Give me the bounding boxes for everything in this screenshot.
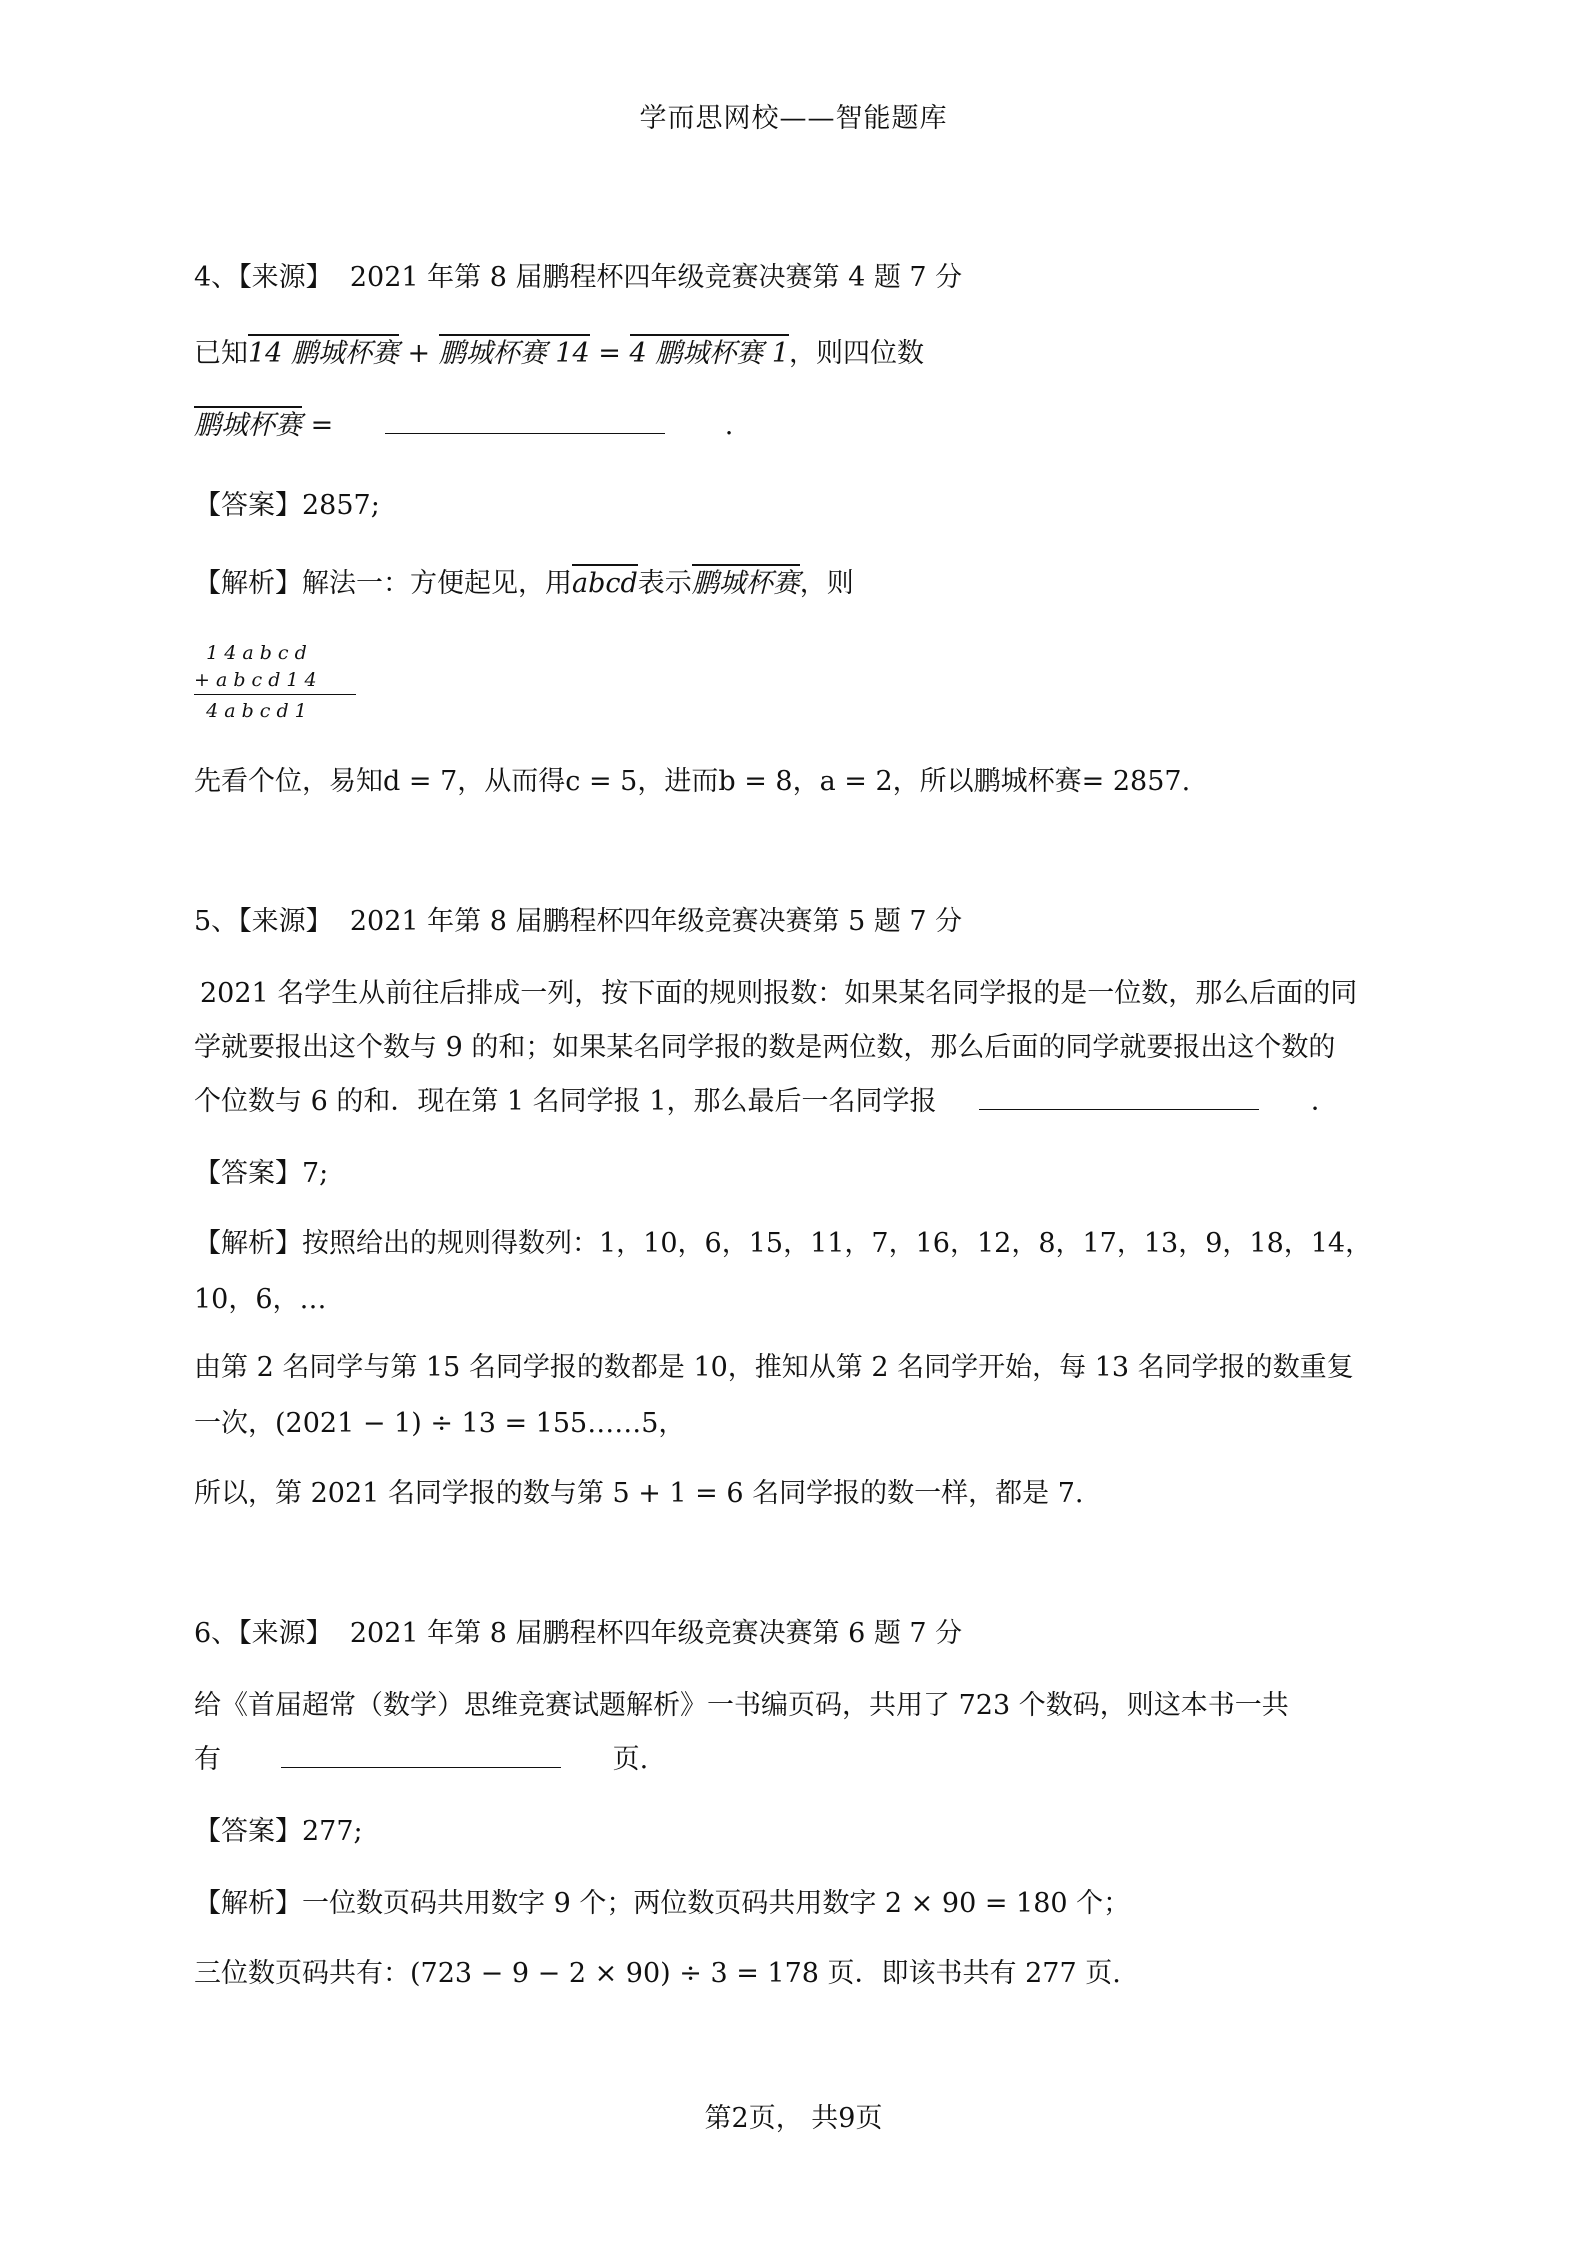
- q4-analysis-b: 表示: [637, 568, 692, 599]
- q4-term2: 鹏城杯赛 14: [439, 334, 590, 369]
- q5-analysis-line5: 所以，第 2021 名同学报的数与第 5 + 1 = 6 名同学报的数一样，都是 7.: [194, 1478, 1084, 1509]
- q4-line2-term: 鹏城杯赛: [194, 406, 302, 441]
- q4-stem-line1: [194, 338, 924, 370]
- q5-analysis-line3: 由第 2 名同学与第 15 名同学报的数都是 10，推知从第 2 名同学开始，每 13 名同学报的数重复: [194, 1352, 1354, 1383]
- q6-answer-line: [194, 1816, 363, 1848]
- q6-analysis-tag: 【解析】: [194, 1888, 302, 1919]
- q4-suffix: ，则四位数: [789, 338, 925, 369]
- q6-analysis-line2: 三位数页码共有：(723 − 9 − 2 × 90) ÷ 3 = 178 页．即该书共有 277 页.: [194, 1958, 1121, 1989]
- q4-stem-line2: [194, 410, 733, 442]
- q4-prefix: 已知: [194, 338, 248, 369]
- q6-answer-tag: 【答案】: [194, 1816, 302, 1847]
- q5-analysis-line1: [194, 1228, 1372, 1260]
- q6-stem-line1: 给《首届超常（数学）思维竞赛试题解析》一书编页码，共用了 723 个数码，则这本书一共: [194, 1690, 1289, 1721]
- addition-row-1: 1 4 a b c d: [194, 642, 307, 664]
- q6-stem-line2: [194, 1744, 648, 1776]
- q6-source-text: 2021 年第 8 届鹏程杯四年级竞赛决赛第 6 题 7 分: [349, 1618, 963, 1649]
- page-header: 学而思网校——智能题库: [639, 103, 948, 134]
- q5-analysis1: 按照给出的规则得数列：1，10，6，15，11，7，16，12，8，17，13，9，18，14，: [302, 1228, 1373, 1259]
- q4-eq: =: [589, 338, 630, 369]
- q5-stem-line2: 学就要报出这个数与 9 的和；如果某名同学报的数是两位数，那么后面的同学就要报出这个数的: [194, 1032, 1336, 1063]
- q5-answer: 7;: [302, 1158, 329, 1189]
- addition-row-2: + a b c d 1 4: [194, 669, 317, 691]
- q4-answer: 2857;: [302, 490, 380, 521]
- q5-stem-line1: 2021 名学生从前往后排成一列，按下面的规则报数：如果某名同学报的是一位数，那么后面的同: [200, 978, 1358, 1009]
- q5-number: 5、: [194, 906, 239, 937]
- q5-answer-blank: [979, 1087, 1259, 1110]
- q5-source-line: [194, 906, 962, 938]
- q6-stem2-a: 有: [194, 1744, 221, 1775]
- q6-source-tag: 【来源】: [238, 1618, 333, 1649]
- q4-source-text: 2021 年第 8 届鹏程杯四年级竞赛决赛第 4 题 7 分: [349, 262, 963, 293]
- q5-analysis-line4: 一次，(2021 − 1) ÷ 13 = 155……5，: [194, 1408, 686, 1439]
- q4-source-tag: 【来源】: [238, 262, 333, 293]
- q4-analysis-a: 解法一：方便起见，用: [302, 568, 572, 599]
- q5-stem3-end: ．: [1310, 1086, 1338, 1117]
- q4-answer-tag: 【答案】: [194, 490, 302, 521]
- q6-analysis-line1: [194, 1888, 1130, 1920]
- q4-line2-end: .: [724, 410, 734, 441]
- q4-analysis-tag: 【解析】: [194, 568, 302, 599]
- q4-conclusion: 先看个位，易知d = 7，从而得c = 5，进而b = 8，a = 2，所以鹏城杯赛= 2857.: [194, 766, 1191, 797]
- q6-analysis1: 一位数页码共用数字 9 个；两位数页码共用数字 2 × 90 = 180 个；: [302, 1888, 1131, 1919]
- q6-number: 6、: [194, 1618, 239, 1649]
- q6-answer-blank: [281, 1745, 561, 1768]
- q5-answer-tag: 【答案】: [194, 1158, 302, 1189]
- q5-answer-line: [194, 1158, 328, 1190]
- q5-stem-line3: [194, 1086, 1338, 1118]
- q4-analysis-line: [194, 568, 854, 600]
- q5-stem3-text: 个位数与 6 的和．现在第 1 名同学报 1，那么最后一名同学报: [194, 1086, 937, 1117]
- q4-abcd: abcd: [572, 564, 638, 599]
- q4-plus: +: [398, 338, 439, 369]
- q4-analysis-pc: 鹏城杯赛: [692, 564, 800, 599]
- q4-number: 4、: [194, 262, 239, 293]
- addition-result: 4 a b c d 1: [194, 700, 307, 722]
- q5-analysis-tag: 【解析】: [194, 1228, 302, 1259]
- q5-source-tag: 【来源】: [238, 906, 333, 937]
- q4-term3: 4 鹏城杯赛 1: [630, 334, 790, 369]
- q6-stem2-b: 页.: [612, 1744, 649, 1775]
- page-footer: 第2页， 共9页: [704, 2103, 883, 2134]
- q4-source-line: [194, 262, 962, 294]
- q4-answer-line: [194, 490, 380, 522]
- q4-analysis-c: ，则: [799, 568, 854, 599]
- q4-term1: 14 鹏城杯赛: [248, 334, 399, 369]
- q4-vertical-addition: [194, 640, 317, 725]
- q6-answer: 277;: [302, 1816, 363, 1847]
- q6-source-line: [194, 1618, 962, 1650]
- q4-line2-eq: =: [302, 410, 342, 441]
- addition-rule: [194, 694, 356, 695]
- q5-analysis-line2: 10，6，…: [194, 1284, 327, 1315]
- q4-answer-blank: [385, 411, 665, 434]
- q5-source-text: 2021 年第 8 届鹏程杯四年级竞赛决赛第 5 题 7 分: [349, 906, 963, 937]
